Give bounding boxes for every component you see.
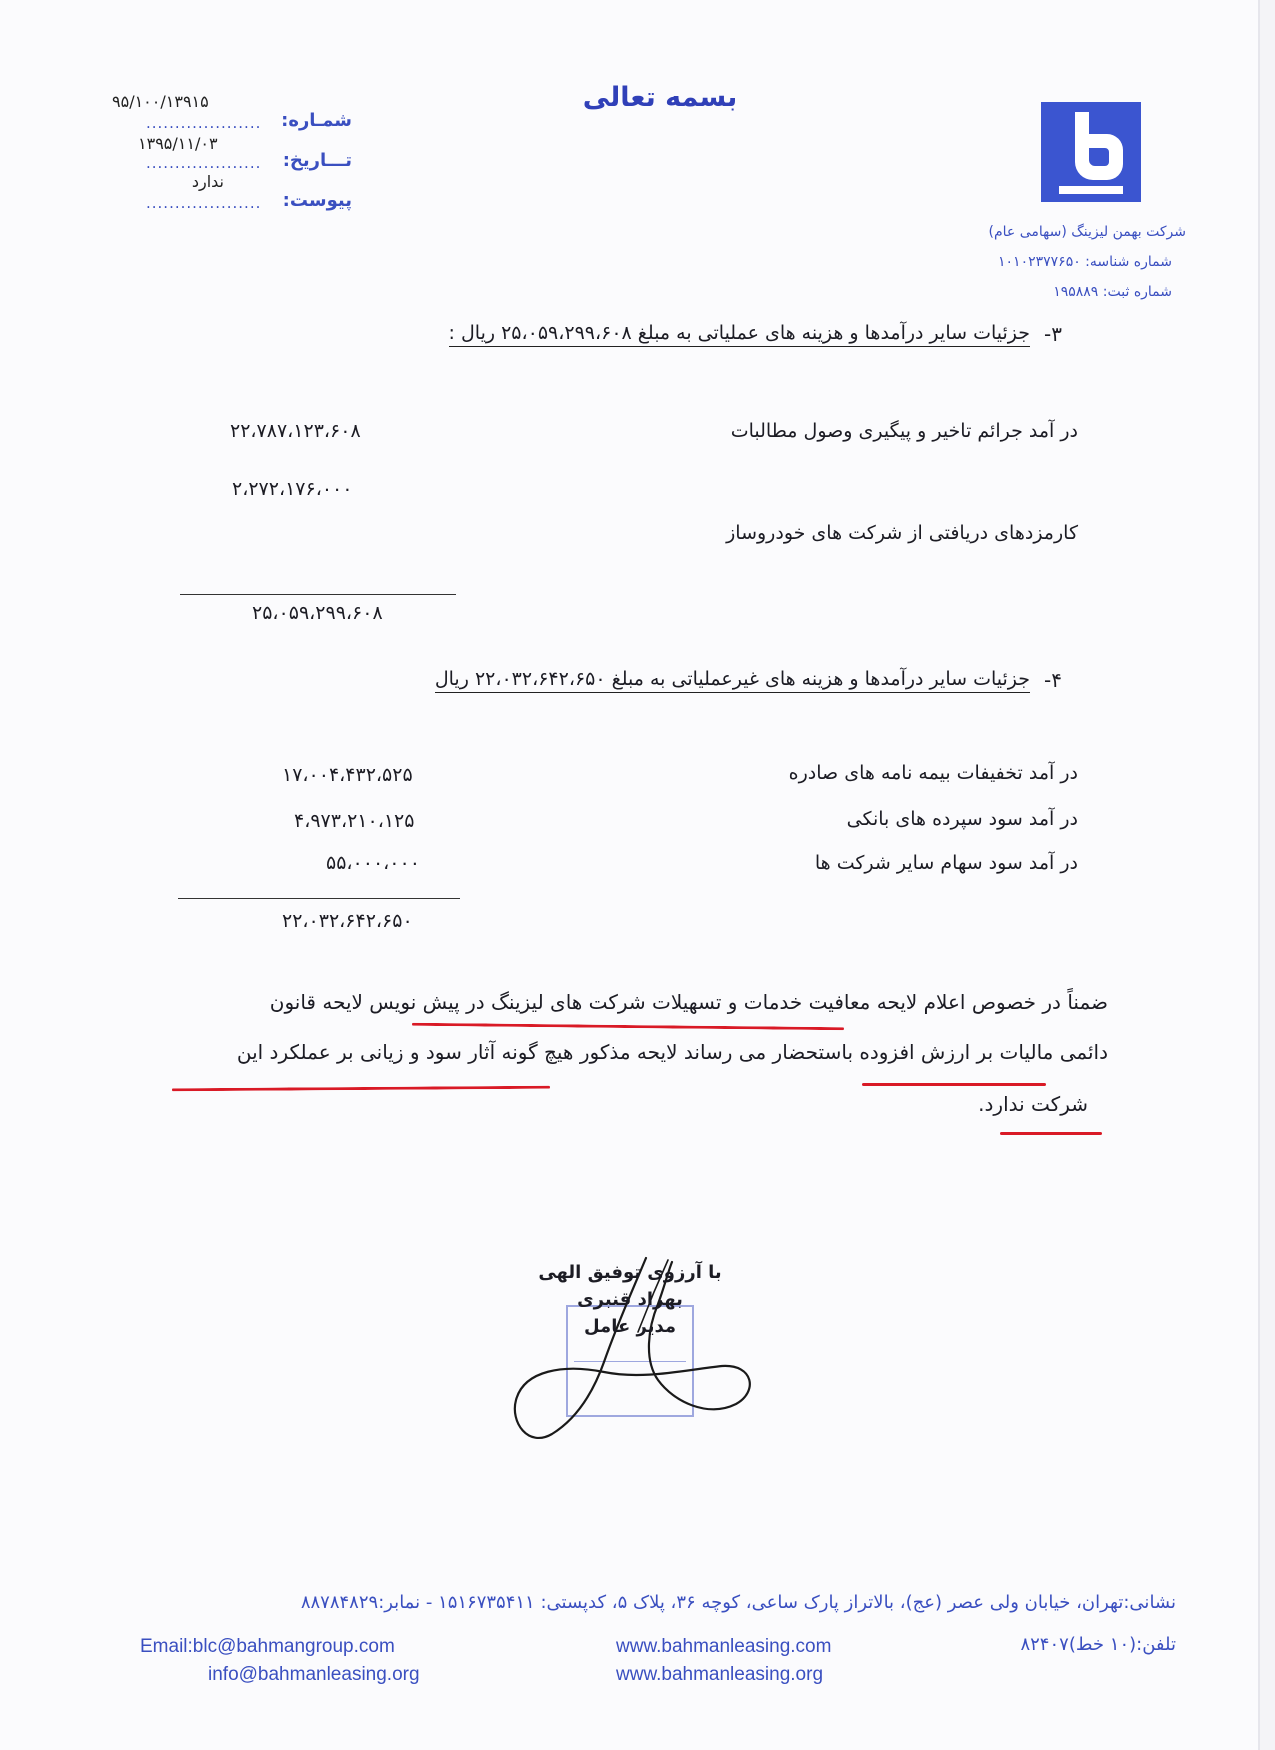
section3-row-amount: ۲۲،۷۸۷،۱۲۳،۶۰۸: [230, 420, 361, 442]
section4-number: ۴-: [1044, 668, 1062, 692]
section4-title: جزئیات سایر درآمدها و هزینه های غیرعملیاتی به مبلغ ۲۲،۰۳۲،۶۴۲،۶۵۰ ریال: [435, 668, 1030, 693]
paragraph-line: دائمی مالیات بر ارزش افزوده باستحضار می رساند لایحه مذکور هیچ گونه آثار سود و زیانی بر عملکرد این: [236, 1040, 1108, 1064]
company-registration: شماره ثبت: ۱۹۵۸۸۹: [1053, 284, 1172, 300]
footer-address: نشانی:تهران، خیابان ولی عصر (عج)، بالاتراز پارک ساعی، کوچه ۳۶، پلاک ۵، کدپستی: ۱۵۱۶۷۳۵۴۱۱ - نمابر:۸۸۷۸۴۸۲۹: [300, 1592, 1176, 1613]
section3-row-label: کارمزدهای دریافتی از شرکت های خودروساز: [726, 522, 1078, 544]
footer-email[interactable]: Email:blc@bahmangroup.com: [140, 1636, 395, 1657]
red-underline: [412, 1023, 844, 1031]
section4-total: ۲۲،۰۳۲،۶۴۲،۶۵۰: [282, 910, 413, 932]
section4-row-label: در آمد تخفیفات بیمه نامه های صادره: [788, 762, 1078, 784]
footer-website[interactable]: www.bahmanleasing.com: [616, 1636, 832, 1657]
section4-sum-line: [178, 898, 460, 899]
section3-row-label: در آمد جرائم تاخیر و پیگیری وصول مطالبات: [730, 420, 1078, 442]
section4-row-amount: ۵۵،۰۰۰،۰۰۰: [326, 852, 420, 874]
date-dots: ....................: [146, 154, 262, 172]
company-name: شرکت بهمن لیزینگ (سهامی عام): [988, 224, 1186, 240]
section3-sum-line: [180, 594, 456, 595]
red-underline: [1000, 1132, 1102, 1135]
section3-total: ۲۵،۰۵۹،۲۹۹،۶۰۸: [252, 602, 383, 624]
letter-number-label: شمـاره:: [281, 110, 352, 131]
letter-number-value: ۹۵/۱۰۰/۱۳۹۱۵: [112, 92, 209, 111]
letter-date-label: تـــاریخ:: [282, 150, 352, 171]
signatory-name: بهزاد قنبری: [577, 1289, 683, 1310]
section4-row-amount: ۴،۹۷۳،۲۱۰،۱۲۵: [294, 810, 415, 832]
company-id: شماره شناسه: ۱۰۱۰۲۳۷۷۶۵۰: [998, 254, 1172, 270]
red-underline: [172, 1086, 550, 1092]
section3-title: جزئیات سایر درآمدها و هزینه های عملیاتی به مبلغ ۲۵،۰۵۹،۲۹۹،۶۰۸ ریال :: [449, 322, 1030, 347]
section4-row-label: در آمد سود سهام سایر شرکت ها: [814, 852, 1078, 874]
letter-heading: بسمه تعالی: [582, 82, 738, 113]
red-underline: [862, 1083, 1046, 1086]
footer-website[interactable]: www.bahmanleasing.org: [616, 1664, 824, 1685]
paragraph-line: ضمناً در خصوص اعلام لایحه معافیت خدمات و تسهیلات شرکت های لیزینگ در پیش نویس لایحه قانون: [269, 990, 1108, 1014]
section4-row-label: در آمد سود سپرده های بانکی: [846, 808, 1078, 830]
paragraph-line: شرکت ندارد.: [978, 1092, 1088, 1116]
signatory-title: مدیر عامل: [583, 1316, 677, 1337]
section3-row-amount: ۲،۲۷۲،۱۷۶،۰۰۰: [232, 478, 353, 500]
signature-closing: با آرزوی توفیق الهی: [538, 1262, 722, 1283]
bahman-leasing-logo: [1041, 102, 1141, 202]
section4-row-amount: ۱۷،۰۰۴،۴۳۲،۵۲۵: [282, 764, 413, 786]
letter-date-value: ۱۳۹۵/۱۱/۰۳: [138, 134, 218, 153]
number-dots: ....................: [146, 114, 262, 132]
footer-email[interactable]: info@bahmanleasing.org: [208, 1664, 420, 1685]
footer-phone: تلفن:(۱۰ خط)۸۲۴۰۷: [1020, 1634, 1176, 1655]
attachment-label: پیوست:: [282, 190, 352, 211]
section3-number: ۳-: [1044, 322, 1062, 346]
attachment-dots: ....................: [146, 194, 262, 212]
attachment-value: ندارد: [191, 172, 224, 191]
